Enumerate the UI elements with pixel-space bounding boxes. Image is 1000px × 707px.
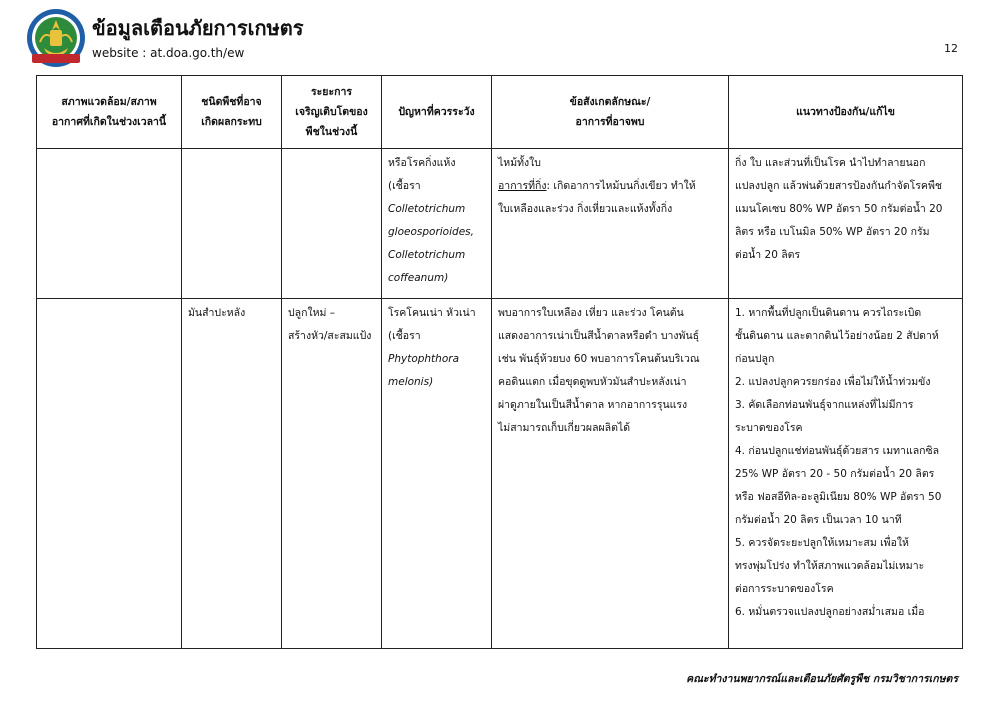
prevention-line: หรือ ฟอสอีทิล-อะลูมิเนียม 80% WP อัตรา 50: [735, 491, 942, 503]
cell-stage: [282, 299, 382, 649]
website-url: website : at.doa.go.th/ew: [92, 46, 245, 60]
header-problem: [382, 76, 492, 149]
pathogen-name: melonis): [388, 376, 434, 388]
pathogen-name: gloeosporioides,: [388, 226, 474, 238]
table-header-row: [37, 76, 963, 149]
prevention-line: ระบาดของโรค: [735, 422, 803, 434]
header-line: เจริญเติบโตของ: [295, 106, 368, 118]
header-line: ชนิดพืชที่อาจ: [201, 96, 262, 108]
problem-line: หรือโรคกิ่งแห้ง: [388, 157, 456, 169]
problem-line: (เชื้อรา: [388, 330, 421, 342]
cell-environment: [37, 299, 182, 649]
prevention-line: ต่อการระบาดของโรค: [735, 583, 834, 595]
prevention-line: 25% WP อัตรา 20 - 50 กรัมต่อน้ำ 20 ลิตร: [735, 468, 935, 480]
department-seal-logo: [26, 8, 86, 68]
page-number: 12: [944, 42, 958, 55]
prevention-line: 4. ก่อนปลูกแช่ท่อนพันธุ์ด้วยสาร เมทาแลกซิล: [735, 445, 940, 457]
symptom-text: : เกิดอาการไหม้บนกิ่งเขียว ทำให้: [546, 180, 696, 192]
header-symptoms: [492, 76, 729, 149]
prevention-line: 1. หากพื้นที่ปลูกเป็นดินดาน ควรไถระเบิด: [735, 307, 922, 319]
cell-symptom: [492, 299, 729, 649]
pathogen-name: Phytophthora: [388, 353, 460, 365]
cell-problem: [382, 299, 492, 649]
header-crop-type: [182, 76, 282, 149]
header-line: อากาศที่เกิดในช่วงเวลานี้: [51, 116, 167, 128]
cell-symptom: [492, 149, 729, 299]
header-line: ข้อสังเกตลักษณะ/: [569, 96, 651, 108]
prevention-line: ต่อน้ำ 20 ลิตร: [735, 249, 801, 261]
prevention-line: 2. แปลงปลูกควรยกร่อง เพื่อไม่ให้น้ำท่วมขัง: [735, 376, 931, 388]
prevention-line: ลิตร หรือ เบโนมิล 50% WP อัตรา 20 กรัม: [735, 226, 930, 238]
prevention-line: ทรงพุ่มโปร่ง ทำให้สภาพแวดล้อมไม่เหมาะ: [735, 560, 925, 572]
header-line: ปัญหาที่ควรระวัง: [398, 106, 475, 118]
symptom-line: ใบเหลืองและร่วง กิ่งเหี่ยวและแห้งทั้งกิ่ง: [498, 203, 673, 215]
symptom-line: ผ่าดูภายในเป็นสีน้ำตาล หากอาการรุนแรง: [498, 399, 688, 411]
symptom-line: คอดินแตก เมื่อขุดดูพบหัวมันสำปะหลังเน่า: [498, 376, 687, 388]
cell-crop: [182, 149, 282, 299]
footer-credit: คณะทำงานพยากรณ์และเตือนภัยศัตรูพืช กรมวิชาการเกษตร: [686, 673, 958, 685]
header-environment: [37, 76, 182, 149]
cell-prevention: [729, 149, 963, 299]
prevention-line: 6. หมั่นตรวจแปลงปลูกอย่างสม่ำเสมอ เมื่อ: [735, 606, 925, 618]
header-line: พืชในช่วงนี้: [305, 126, 358, 138]
header-line: สภาพแวดล้อม/สภาพ: [61, 96, 157, 108]
header-prevention: [729, 76, 963, 149]
prevention-line: แปลงปลูก แล้วพ่นด้วยสารป้องกันกำจัดโรคพืช: [735, 180, 943, 192]
table-row: [37, 299, 963, 649]
cell-environment: [37, 149, 182, 299]
prevention-line: กรัมต่อน้ำ 20 ลิตร เป็นเวลา 10 นาที: [735, 514, 902, 526]
header-line: อาการที่อาจพบ: [575, 116, 645, 128]
prevention-line: 3. คัดเลือกท่อนพันธุ์จากแหล่งที่ไม่มีการ: [735, 399, 914, 411]
symptom-line: เช่น พันธุ์ห้วยบง 60 พบอาการโคนต้นบริเวณ: [498, 353, 700, 365]
header-line: ระยะการ: [311, 86, 352, 98]
symptom-line: พบอาการใบเหลือง เหี่ยว และร่วง โคนต้น: [498, 307, 684, 319]
cell-crop: [182, 299, 282, 649]
symptom-line: แสดงอาการเน่าเป็นสีน้ำตาลหรือดำ บางพันธุ์: [498, 330, 700, 342]
prevention-line: แมนโคเซบ 80% WP อัตรา 50 กรัมต่อน้ำ 20: [735, 203, 943, 215]
pathogen-name: coffeanum): [388, 272, 449, 284]
document-title: ข้อมูลเตือนภัยการเกษตร: [92, 16, 304, 40]
cell-stage: [282, 149, 382, 299]
symptom-line: ไหม้ทั้งใบ: [498, 157, 541, 169]
cell-problem: [382, 149, 492, 299]
problem-line: (เชื้อรา: [388, 180, 421, 192]
prevention-line: ชั้นดินดาน และตากดินไว้อย่างน้อย 2 สัปดาห์: [735, 330, 939, 342]
header-line: แนวทางป้องกัน/แก้ไข: [796, 106, 895, 118]
prevention-line: 5. ควรจัดระยะปลูกให้เหมาะสม เพื่อให้: [735, 537, 909, 549]
stage-line: สร้างหัว/สะสมแป้ง: [288, 330, 372, 342]
header-growth-stage: [282, 76, 382, 149]
stage-line: ปลูกใหม่ –: [288, 307, 336, 319]
pathogen-name: Colletotrichum: [388, 203, 466, 215]
prevention-line: ก่อนปลูก: [735, 353, 775, 365]
symptom-label-branch: อาการที่กิ่ง: [498, 180, 547, 192]
cell-prevention: [729, 299, 963, 649]
prevention-line: กิ่ง ใบ และส่วนที่เป็นโรค นำไปทำลายนอก: [735, 157, 926, 169]
header-line: เกิดผลกระทบ: [201, 116, 262, 128]
table-row: [37, 149, 963, 299]
advisory-table: [36, 75, 963, 649]
symptom-line: ไม่สามารถเก็บเกี่ยวผลผลิตได้: [498, 422, 631, 434]
pathogen-name: Colletotrichum: [388, 249, 466, 261]
crop-name: มันสำปะหลัง: [188, 307, 246, 319]
problem-line: โรคโคนเน่า หัวเน่า: [388, 307, 476, 319]
symptom-line: [498, 175, 723, 198]
